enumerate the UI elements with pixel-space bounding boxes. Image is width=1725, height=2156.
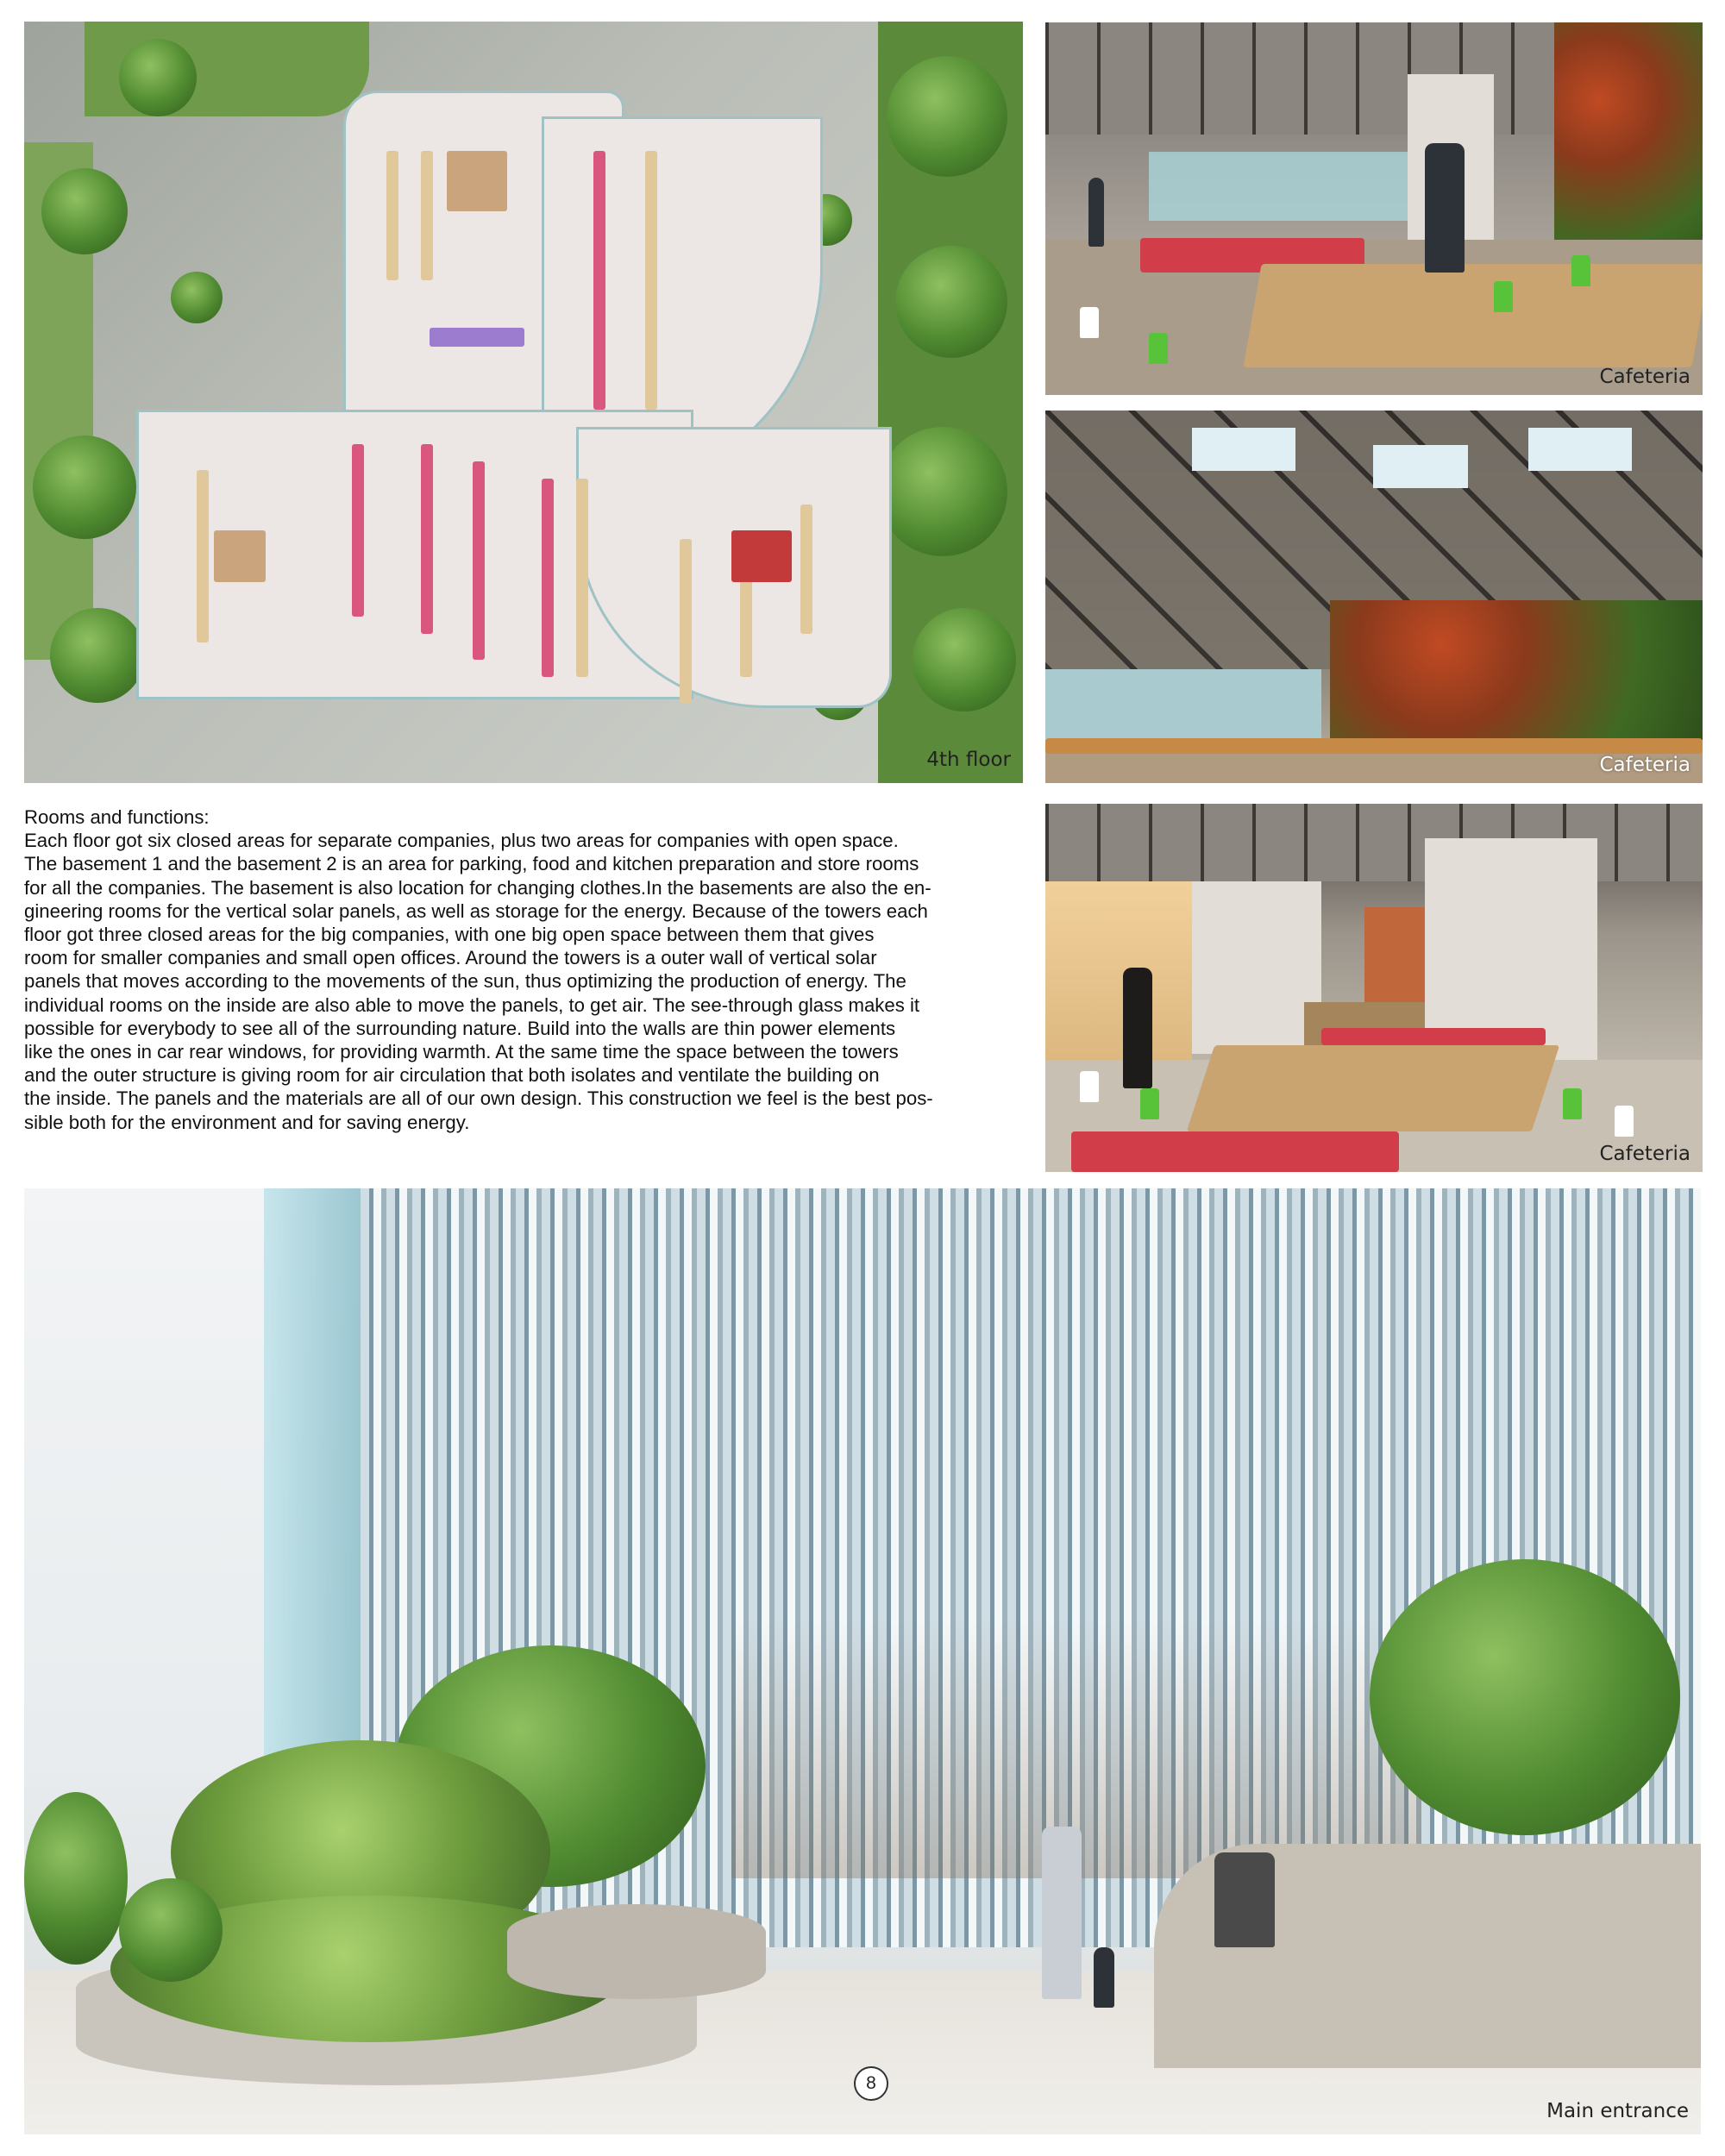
text-line: for all the companies. The basement is also location for changing clothes.In the basements are also the en-: [24, 876, 932, 899]
text-line: the inside. The panels and the materials are all of our own design. This construction we feel is the best pos-: [24, 1087, 933, 1110]
text-heading: Rooms and functions:: [24, 806, 210, 828]
text-line: and the outer structure is giving room for air circulation that both isolates and ventilate the building on: [24, 1064, 880, 1087]
main-entrance-caption: Main entrance: [1546, 2100, 1689, 2122]
cafeteria-image-2: [1045, 411, 1703, 783]
text-line: sible both for the environment and for saving energy.: [24, 1111, 470, 1133]
floor-plan-image: [24, 22, 1023, 783]
text-line: possible for everybody to see all of the surrounding nature. Build into the walls are thin power elements: [24, 1017, 896, 1039]
cafeteria-caption-3: Cafeteria: [1599, 1143, 1690, 1165]
text-line: individual rooms on the inside are also able to move the panels, to get air. The see-through glass makes it: [24, 993, 920, 1016]
text-line: panels that moves according to the movements of the sun, thus optimizing the production of energy. The: [24, 970, 906, 993]
rooms-and-functions-text: [24, 805, 1016, 1134]
text-line: floor got three closed areas for the big companies, with one big open space between them that gives: [24, 924, 875, 946]
page-number: 8: [854, 2066, 888, 2101]
cafeteria-image-3: [1045, 804, 1703, 1172]
text-line: Each floor got six closed areas for separate companies, plus two areas for companies with open space.: [24, 830, 899, 852]
cafeteria-caption-1: Cafeteria: [1599, 366, 1690, 388]
cafeteria-caption-2: Cafeteria: [1599, 754, 1690, 776]
text-line: room for smaller companies and small open offices. Around the towers is a outer wall of vertical solar: [24, 947, 877, 969]
main-entrance-image: [24, 1188, 1701, 2134]
text-line: like the ones in car rear windows, for providing warmth. At the same time the space between the towers: [24, 1041, 899, 1063]
floor-plan-caption: 4th floor: [926, 749, 1011, 771]
cafeteria-image-1: [1045, 22, 1703, 395]
text-line: The basement 1 and the basement 2 is an area for parking, food and kitchen preparation and store rooms: [24, 853, 919, 875]
text-line: gineering rooms for the vertical solar panels, as well as storage for the energy. Because of the towers each: [24, 899, 928, 922]
